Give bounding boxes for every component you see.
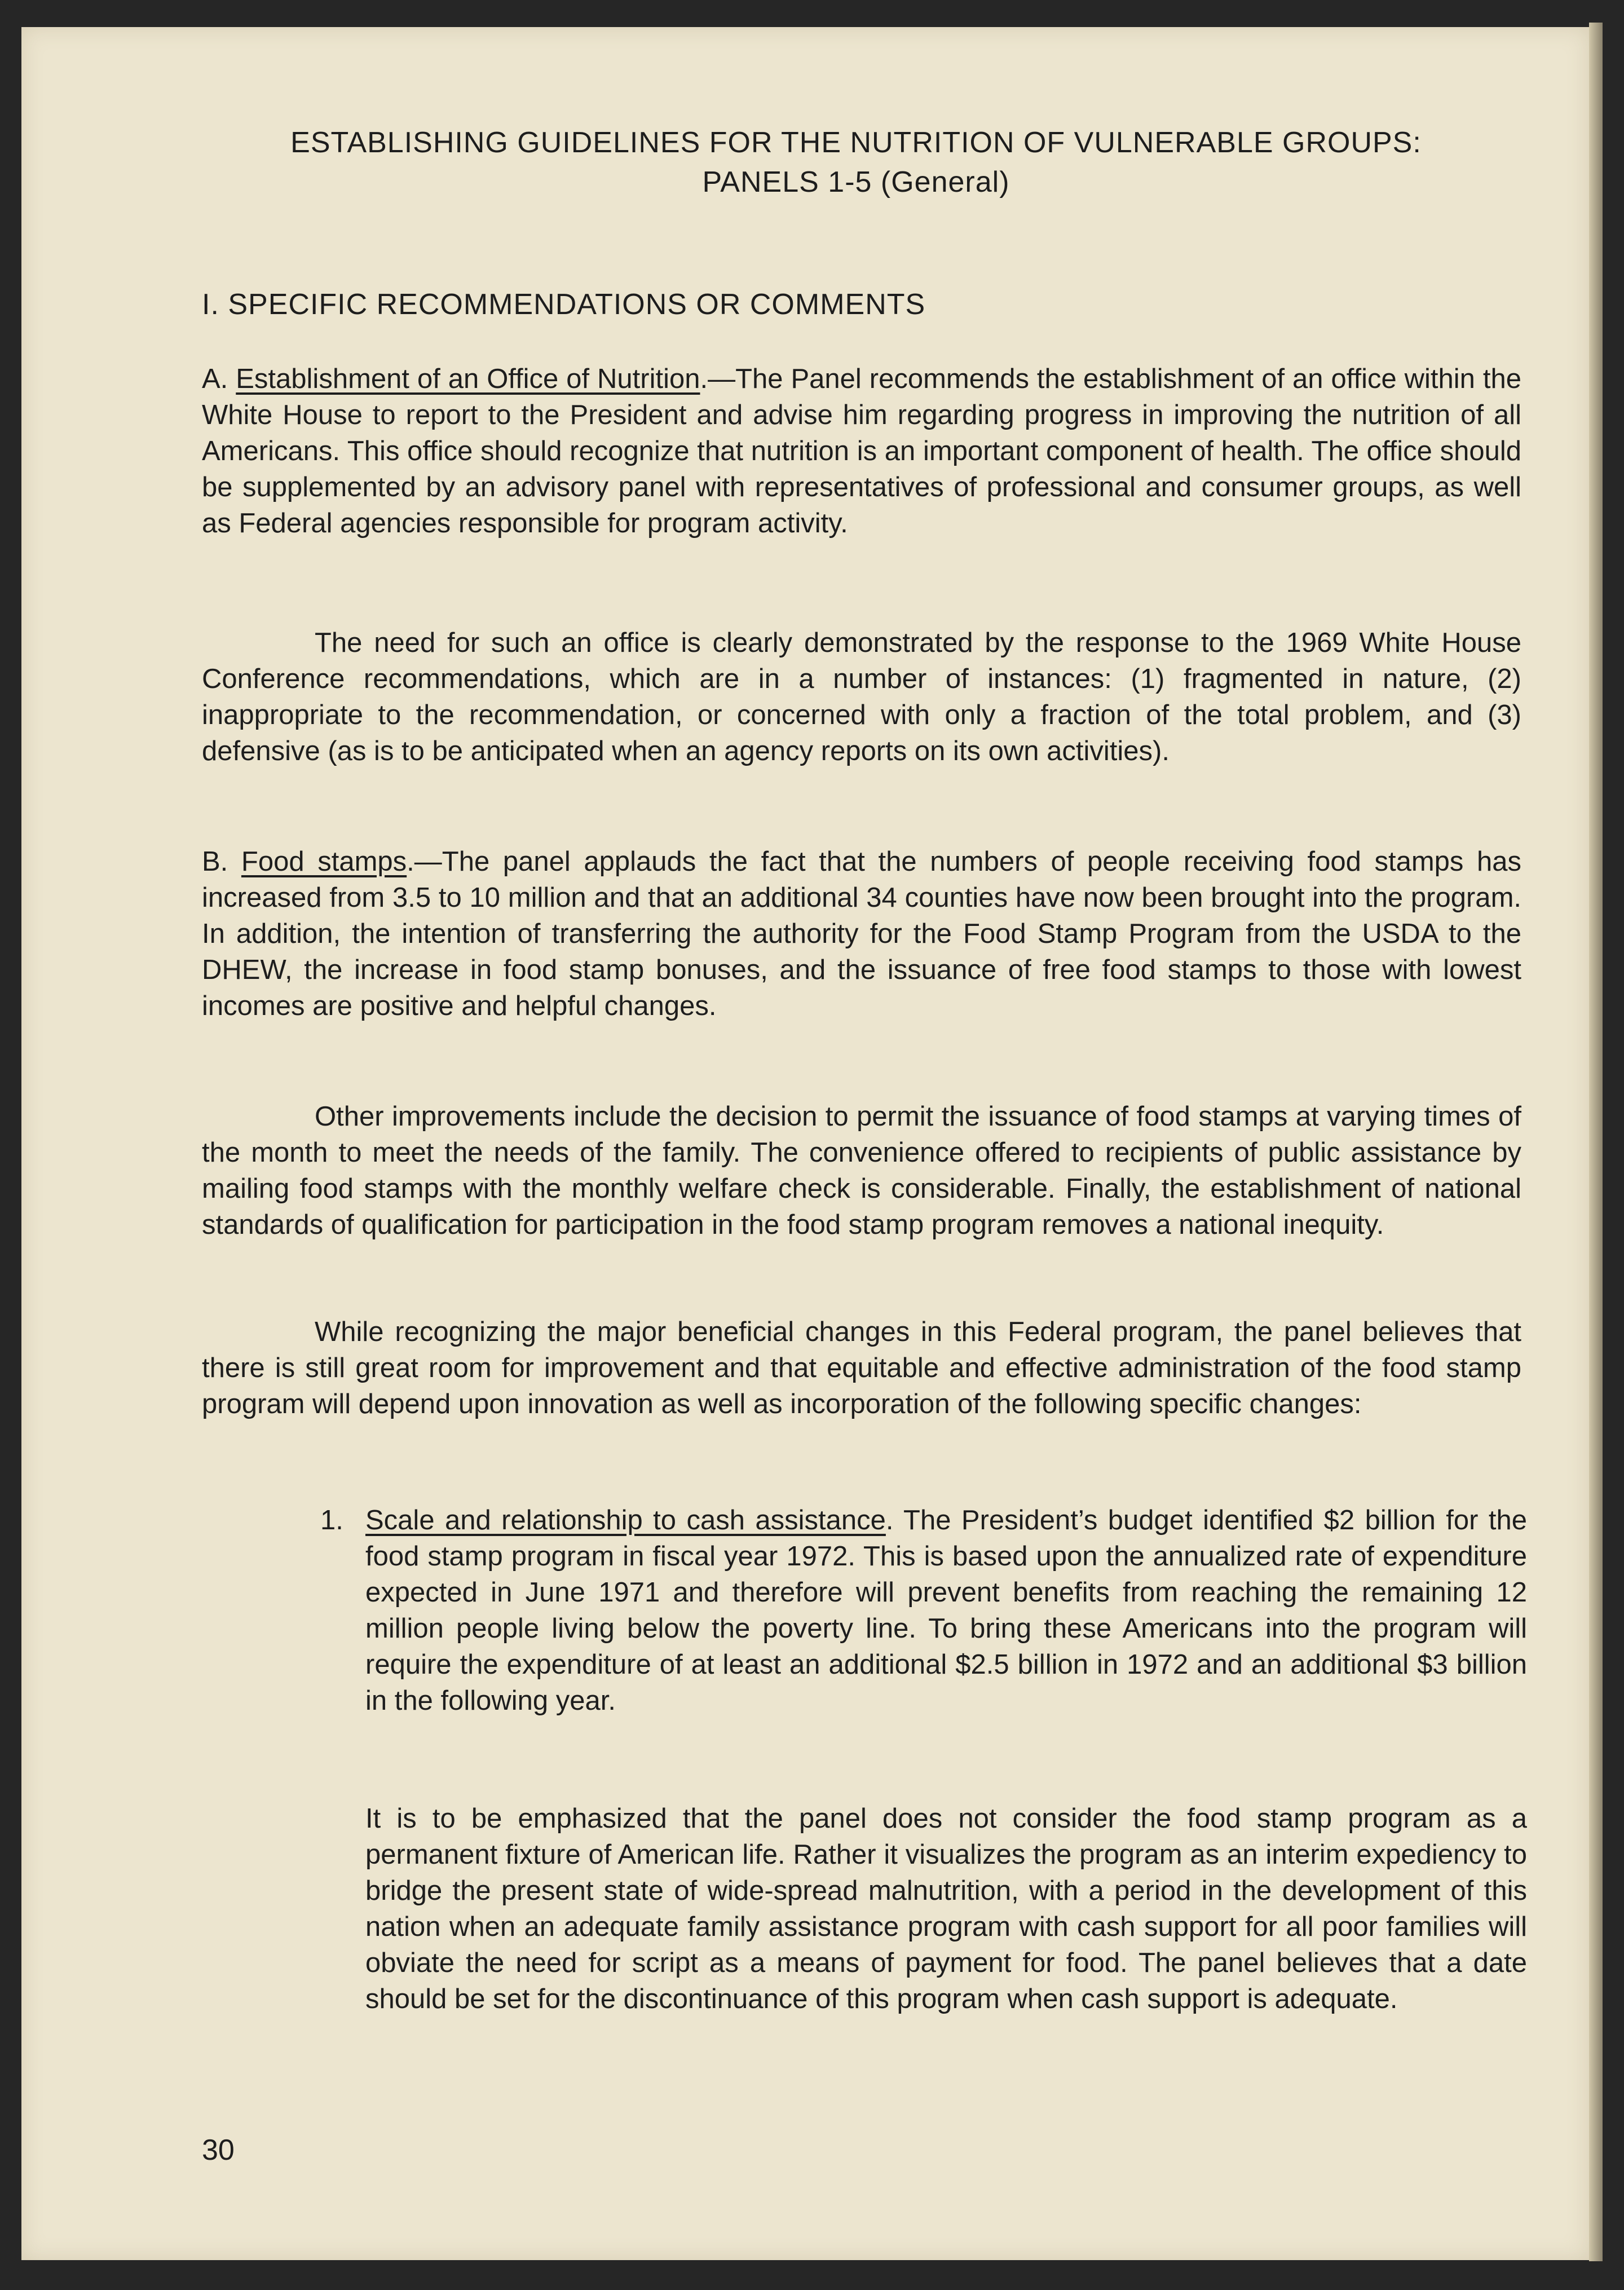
list-item-1	[365, 1502, 1527, 1719]
page-number: 30	[202, 2134, 235, 2167]
list-item-1-heading: Scale and relationship to cash assistance	[365, 1505, 886, 1536]
document-title	[179, 123, 1533, 202]
paragraph-a-label: A.	[202, 364, 236, 394]
paragraph-b-label: B.	[202, 846, 241, 877]
paragraph-b-changes: While recognizing the major beneficial changes in this Federal program, the panel believes that there is still great room for improvement and that equitable and effective administration of the food stamp program will depend upon innovation as well as incorporation of the following specific changes:	[202, 1317, 1521, 1419]
paragraph-a	[202, 361, 1521, 541]
document-page	[21, 27, 1589, 2260]
binding-edge	[1589, 23, 1603, 2261]
list-item-1-continued: It is to be emphasized that the panel does not consider the food stamp program as a permanent fixture of American life. Rather it visualizes the program as an interim expediency to bridge the present state of wide-spread malnutrition, with a period in the development of this nation when an adequate family assistance program with cash support for all poor families will obviate the need for script as a means of payment for food. The panel believes that a date should be set for the discontinuance of this program when cash support is adequate.	[365, 1803, 1527, 2014]
paragraph-b-improvements: Other improvements include the decision to permit the issuance of food stamps at varying times of the month to meet the needs of the family. The convenience offered to recipients of public assistance by mailing food stamps with the monthly welfare check is considerable. Finally, the establishment of national standards of qualification for participation in the food stamp program removes a national inequity.	[202, 1101, 1521, 1240]
title-line-1: ESTABLISHING GUIDELINES FOR THE NUTRITION OF VULNERABLE GROUPS:	[290, 126, 1422, 159]
paragraph-a-text: .—The Panel recommends the establishment of an office within the White House to report to the President and advise him regarding progress in improving the nutrition of all Americans. This office should recognize that nutrition is an important component of health. The office should be supplemented by an advisory panel with representatives of professional and consumer groups, as well as Federal agencies responsible for program activity.	[202, 364, 1521, 539]
list-item-1-text: . The President’s budget identified $2 billion for the food stamp program in fiscal year 1972. This is based upon the annualized rate of expenditure expected in June 1971 and therefore will prevent benefits from reaching the remaining 12 million people living below the poverty line. To bring these Americans into the program will require the expenditure of at least an additional $2.5 billion in 1972 and an additional $3 billion in the following year.	[365, 1505, 1527, 1716]
title-line-2: PANELS 1-5 (General)	[702, 166, 1010, 198]
paragraph-a-continued: The need for such an office is clearly demonstrated by the response to the 1969 White House Conference recommendations, which are in a number of instances: (1) fragmented in nature, (2) inappropriate to the recommendation, or concerned with only a fraction of the total problem, and (3) defensive (as is to be anticipated when an agency reports on its own activities).	[202, 628, 1521, 766]
paragraph-b	[202, 844, 1521, 1024]
paragraph-a-heading: Establishment of an Office of Nutrition	[236, 364, 700, 394]
list-item-1-number: 1.	[320, 1505, 343, 1536]
paragraph-b-text: .—The panel applauds the fact that the numbers of people receiving food stamps has increased from 3.5 to 10 million and that an additional 34 counties have now been brought into the program. In addition, the intention of transferring the authority for the Food Stamp Program from the USDA to the DHEW, the increase in food stamp bonuses, and the issuance of free food stamps to those with lowest incomes are positive and helpful changes.	[202, 846, 1522, 1021]
paragraph-b-heading: Food stamps	[241, 846, 407, 877]
section-heading: I. SPECIFIC RECOMMENDATIONS OR COMMENTS	[202, 288, 926, 321]
